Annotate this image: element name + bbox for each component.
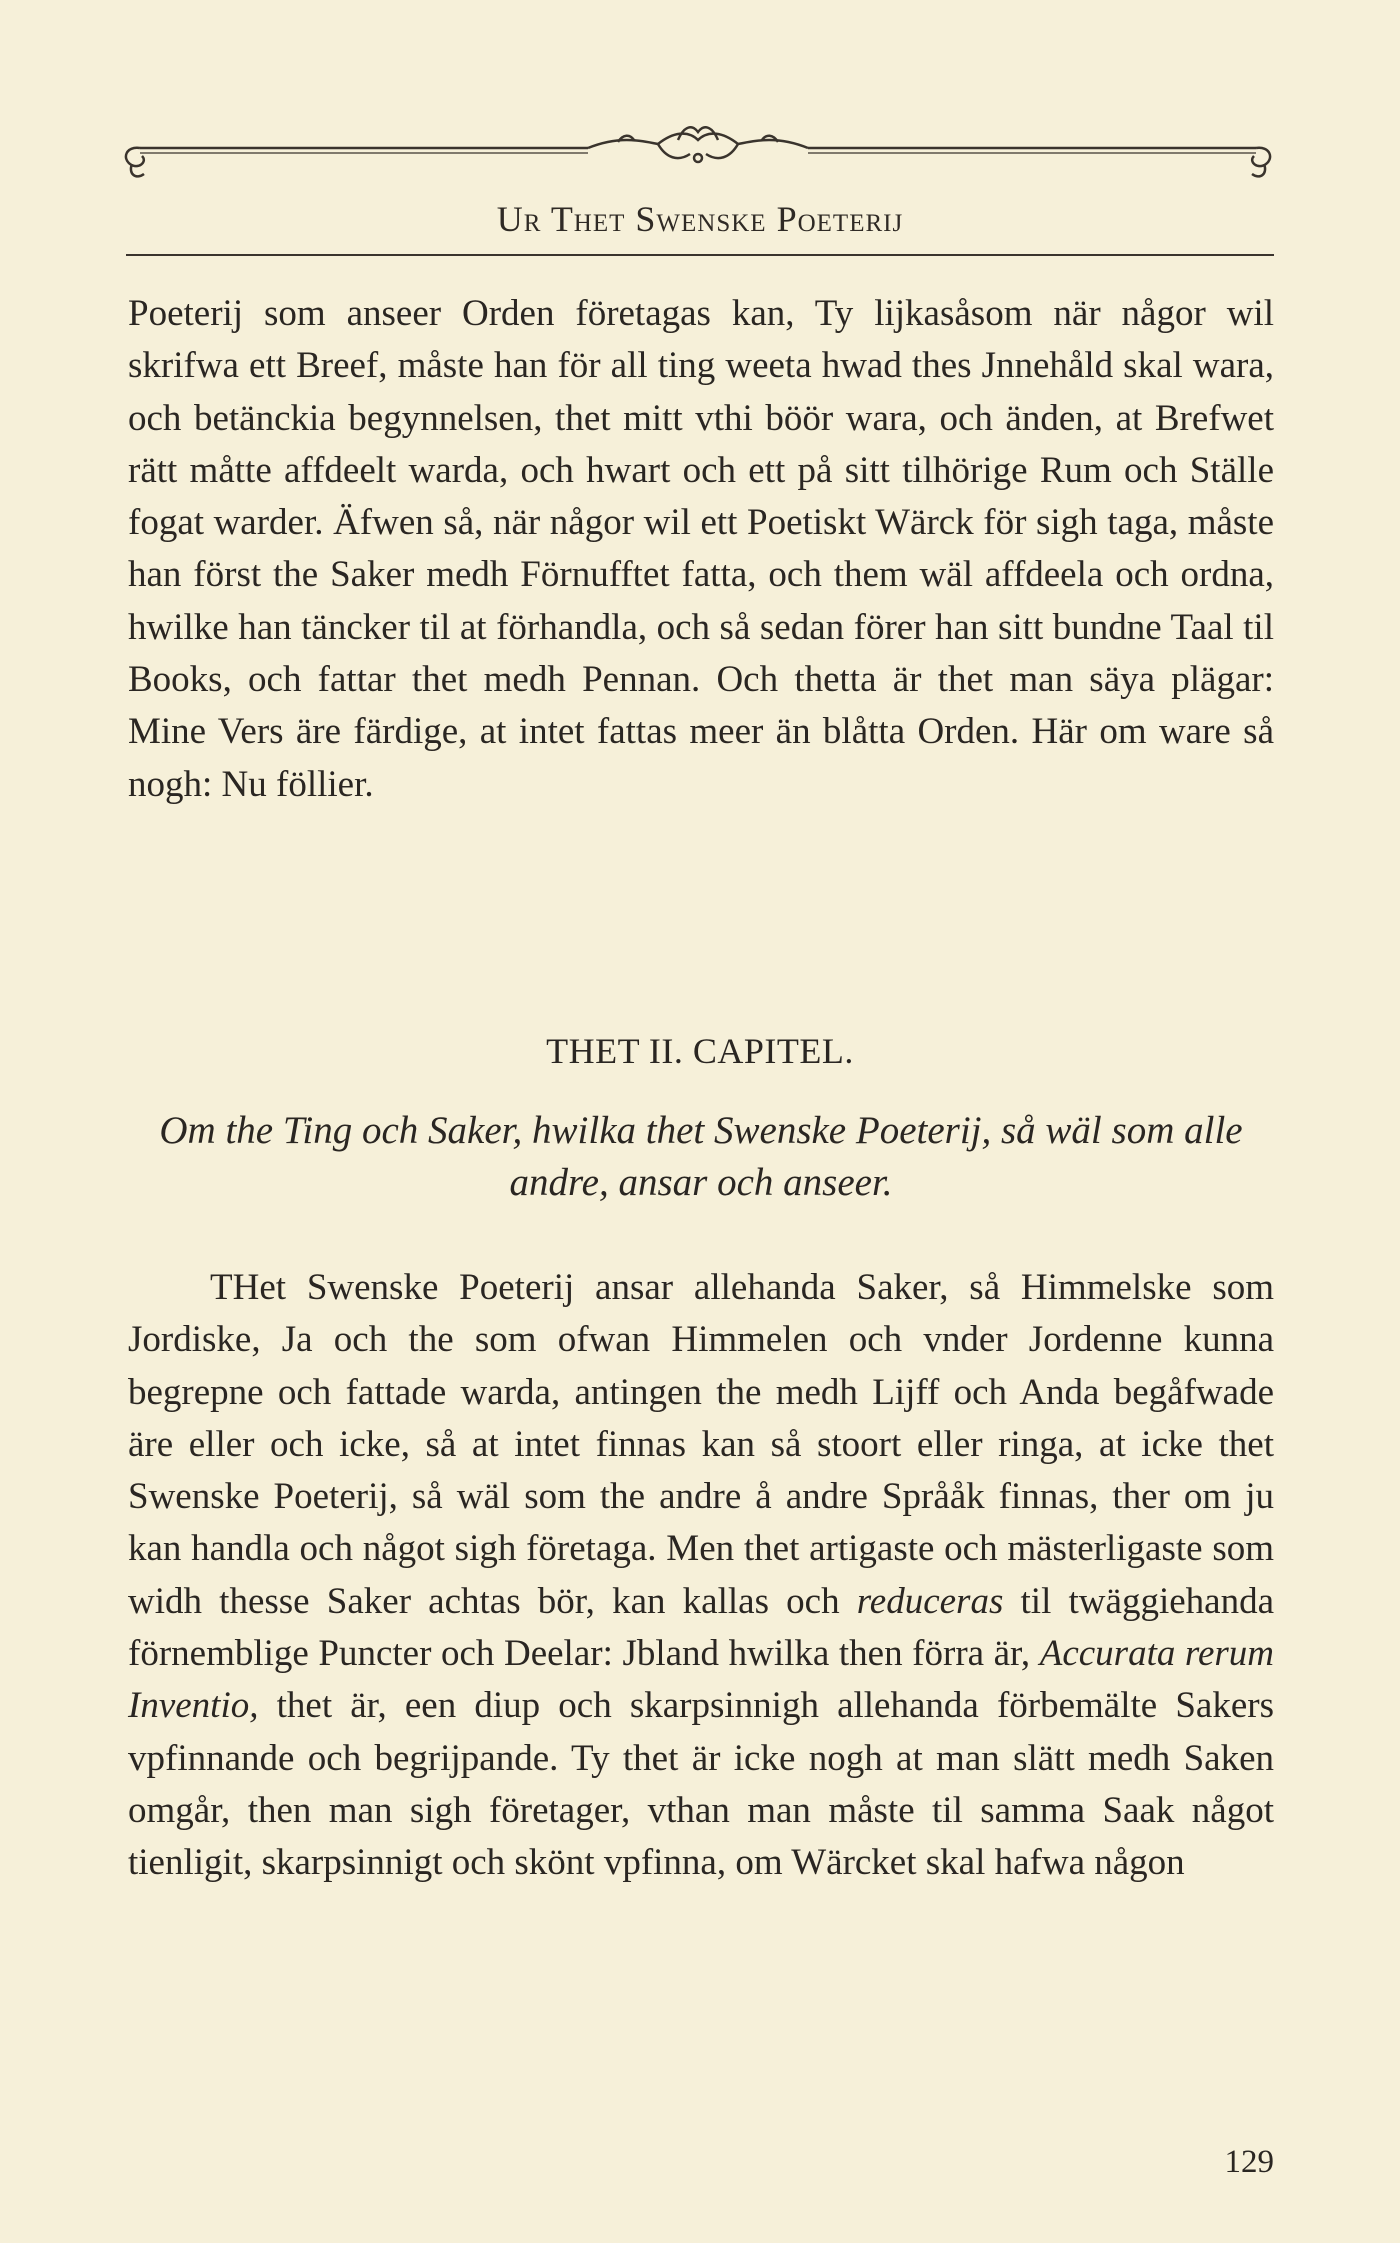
paragraph-2-part-1: THet Swenske Poeterij ansar allehanda Saker, så Himmelske som Jordiske, Ja och the som ofwan Himmelen och vnder Jordenne kunna begrepne och fattade warda, antingen the medh Lijff och Anda begåfwade äre eller och icke, så at intet finnas kan så stoort eller ringa, at icke thet Swenske Poeterij, så wäl som the andre å andre Språåk finnas, ther om ju kan handla och något sigh företaga. Men thet artigaste och mästerligaste som widh thesse Saker achtas bör, kan kallas och — [128, 1267, 1274, 1622]
paragraph-1: Poeterij som anseer Orden företagas kan, Ty lijkasåsom när någor wil skrifwa ett Breef, måste han för all ting weeta hwad thes Jnnehåld skal wara, och betänckia begynnelsen, thet mitt vthi böör wara, och änden, at Brefwet rätt måtte affdeelt warda, och hwart och ett på sitt tilhörige Rum och Ställe fogat warder. Äfwen så, när någor wil ett Poetiskt Wärck för sigh taga, måste han först the Saker medh Förnufftet fatta, och them wäl affdeela och ordna, hwilke han täncker til at förhandla, och så sedan förer han sitt bundne Taal til Books, och fattar thet medh Pennan. Och thetta är thet man säya plägar: Mine Vers äre färdige, at intet fattas meer än blåtta Orden. Här om ware så nogh: Nu föllier. — [128, 293, 1274, 805]
paragraph-2-italic-2: Accurata rerum Inventio, — [128, 1633, 1275, 1727]
paragraph-2-part-3: thet är, een diup och skarpsinnigh allehanda förbemälte Sakers vpfinnande och begrijpande. Ty thet är icke nogh at man slätt medh Saken omgår, then man sigh företager, vthan man måste til samma Saak något tienligit, skarpsinnigt och skönt vpfinna, om Wärcket skal hafwa någon — [128, 1685, 1274, 1884]
paragraph-2-italic-1: reduceras — [856, 1580, 1004, 1622]
chapter-subtitle: Om the Ting och Saker, hwilka thet Swenske Poeterij, så wäl som alle andre, ansar och anseer. — [159, 1109, 1243, 1204]
paragraph-2 — [128, 1262, 1274, 1890]
chapter-heading: THET II. CAPITEL. — [546, 1031, 854, 1071]
page-number: 129 — [1224, 2144, 1274, 2180]
paragraph-2-part-2: til twäggiehanda förnemblige Puncter och Deelar: Jbland hwilka then förra är, — [128, 1580, 1274, 1675]
running-title: Ur Thet Swenske Poeterij — [496, 199, 904, 239]
header-ornament-icon — [118, 118, 1278, 198]
header-divider — [126, 254, 1274, 256]
